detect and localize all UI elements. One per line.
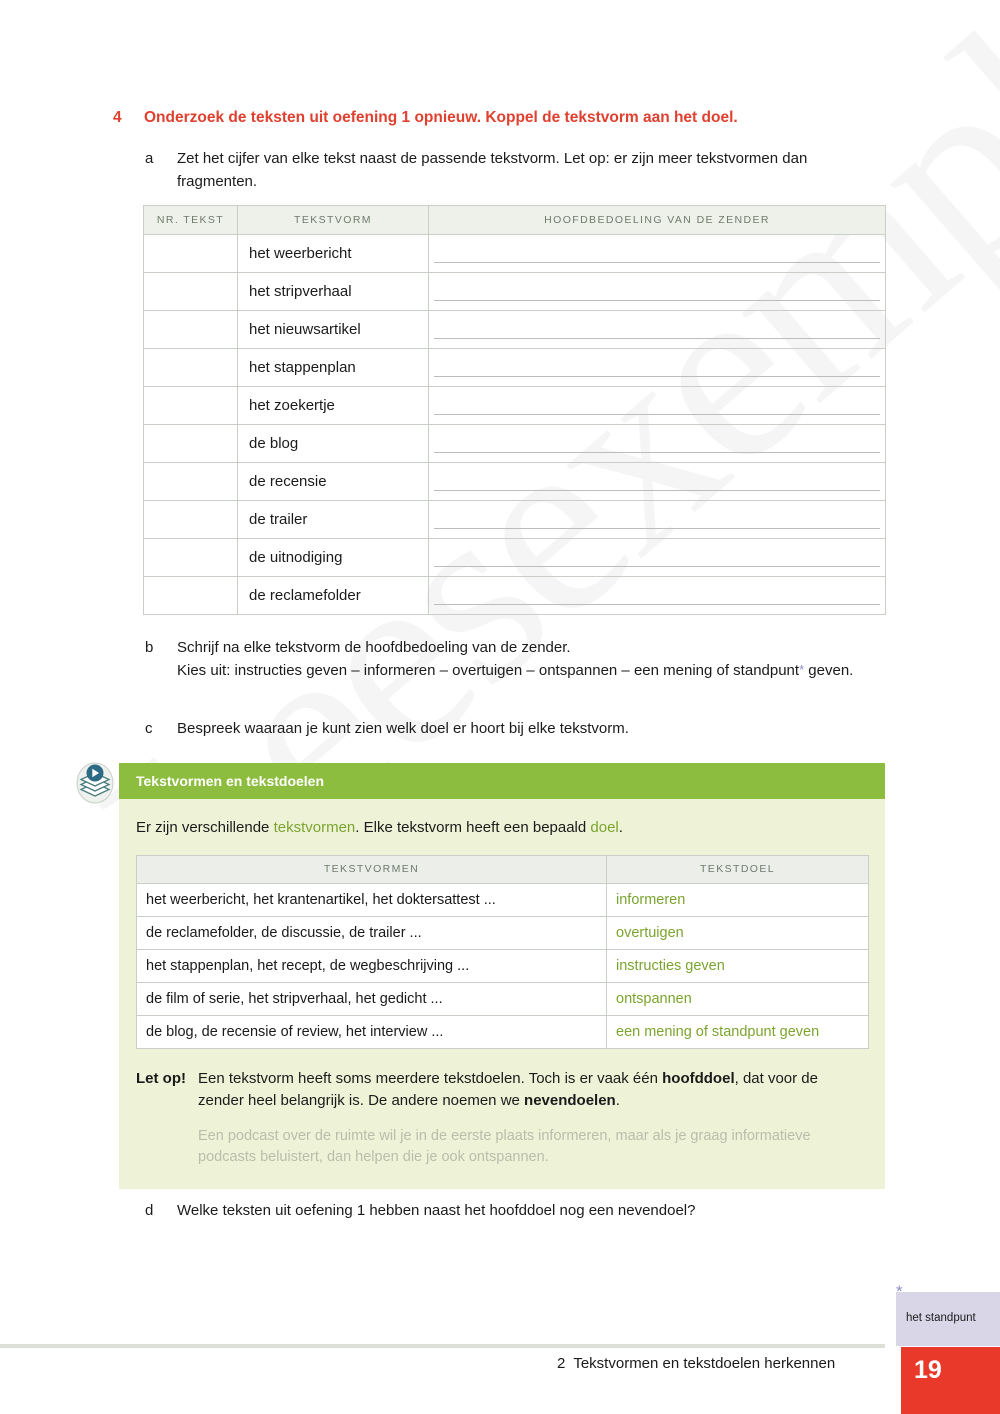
answer-rule xyxy=(434,300,880,301)
tekstdoel-cell: overtuigen xyxy=(607,916,869,949)
tekstvorm-cell: de reclamefolder xyxy=(238,577,429,615)
column-header-tekstvorm: TEKSTVORM xyxy=(238,206,429,235)
nr-input-cell[interactable] xyxy=(144,577,238,615)
inner-header-row xyxy=(137,855,869,883)
answer-rule xyxy=(434,490,880,491)
tekstvorm-cell: het weerbericht xyxy=(238,235,429,273)
info-box xyxy=(119,763,885,1189)
intro-part-3: . xyxy=(618,819,623,836)
tekstvorm-cell: het stappenplan xyxy=(238,349,429,387)
table-row xyxy=(144,539,886,577)
column-header-hoofdbedoeling: HOOFDBEDOELING VAN DE ZENDER xyxy=(429,206,886,235)
tekstdoel-cell: ontspannen xyxy=(607,982,869,1015)
tekstvorm-answer-table xyxy=(143,205,886,615)
tekstdoel-cell: informeren xyxy=(607,883,869,916)
nr-input-cell[interactable] xyxy=(144,311,238,349)
table-row xyxy=(137,1015,869,1048)
intro-highlight-tekstvormen: tekstvormen xyxy=(273,819,356,836)
hoofdbedoeling-input-cell[interactable] xyxy=(429,349,886,387)
footnote-marker-icon: * xyxy=(799,661,805,677)
tekstvorm-cell: de uitnodiging xyxy=(238,539,429,577)
item-letter-c: c xyxy=(145,720,153,737)
nr-input-cell[interactable] xyxy=(144,349,238,387)
table-row xyxy=(144,349,886,387)
answer-rule xyxy=(434,452,880,453)
table-row xyxy=(144,387,886,425)
footer-chapter-label xyxy=(557,1355,835,1372)
item-letter-b: b xyxy=(145,639,154,656)
hoofdbedoeling-input-cell[interactable] xyxy=(429,463,886,501)
table-row xyxy=(144,311,886,349)
let-op-note xyxy=(136,1068,868,1170)
table-row xyxy=(137,982,869,1015)
table-row xyxy=(144,463,886,501)
tekstvormen-cell: het weerbericht, het krantenartikel, het doktersattest ... xyxy=(137,883,607,916)
answer-rule xyxy=(434,414,880,415)
footer-divider xyxy=(0,1344,885,1348)
tekstvorm-cell: het stripverhaal xyxy=(238,273,429,311)
item-text-c: Bespreek waaraan je kunt zien welk doel er hoort bij elke tekstvorm. xyxy=(177,720,629,737)
answer-rule xyxy=(434,528,880,529)
let-op-example: Een podcast over de ruimte wil je in de eerste plaats informeren, maar als je graag informatieve podcasts beluistert, dan helpen die je ook ontspannen. xyxy=(198,1127,811,1166)
item-text-d: Welke teksten uit oefening 1 hebben naast het hoofddoel nog een nevendoel? xyxy=(177,1202,696,1219)
item-letter-d: d xyxy=(145,1202,154,1219)
let-op-bold-hoofddoel: hoofddoel xyxy=(662,1069,735,1087)
item-letter-a: a xyxy=(145,150,154,167)
intro-highlight-doel: doel xyxy=(590,819,619,836)
exercise-heading xyxy=(113,108,913,129)
hoofdbedoeling-input-cell[interactable] xyxy=(429,577,886,615)
hoofdbedoeling-input-cell[interactable] xyxy=(429,311,886,349)
nr-input-cell[interactable] xyxy=(144,235,238,273)
info-box-body xyxy=(119,799,885,1189)
hoofdbedoeling-input-cell[interactable] xyxy=(429,501,886,539)
exercise-item-b xyxy=(145,637,890,683)
answer-rule xyxy=(434,262,880,263)
hoofdbedoeling-input-cell[interactable] xyxy=(429,273,886,311)
answer-rule xyxy=(434,604,880,605)
let-op-part-1: Een tekstvorm heeft soms meerdere tekstdoelen. Toch is er vaak één xyxy=(198,1069,663,1087)
table-row xyxy=(144,425,886,463)
table-row xyxy=(144,235,886,273)
inner-column-header-tekstdoel: TEKSTDOEL xyxy=(607,855,869,883)
table-row xyxy=(144,273,886,311)
tekstvorm-cell: het zoekertje xyxy=(238,387,429,425)
nr-input-cell[interactable] xyxy=(144,387,238,425)
tekstdoel-cell: een mening of standpunt geven xyxy=(607,1015,869,1048)
exercise-item-c xyxy=(145,718,890,741)
hoofdbedoeling-input-cell[interactable] xyxy=(429,539,886,577)
exercise-title: Onderzoek de teksten uit oefening 1 opnieuw. Koppel de tekstvorm aan het doel. xyxy=(144,109,738,126)
nr-input-cell[interactable] xyxy=(144,539,238,577)
layers-play-icon xyxy=(76,762,114,804)
tekstvorm-cell: het nieuwsartikel xyxy=(238,311,429,349)
footer-chapter-title: Tekstvormen en tekstdoelen herkennen xyxy=(573,1355,836,1372)
item-b-line2-post: geven. xyxy=(804,661,854,679)
item-text-b xyxy=(177,637,890,683)
footnote-box xyxy=(896,1292,1000,1346)
table-row xyxy=(144,577,886,615)
intro-part-1: Er zijn verschillende xyxy=(136,819,274,836)
tekstvormen-cell: de blog, de recensie of review, het interview ... xyxy=(137,1015,607,1048)
answer-rule xyxy=(434,338,880,339)
item-text-a: Zet het cijfer van elke tekst naast de passende tekstvorm. Let op: er zijn meer tekstvormen dan fragmenten. xyxy=(177,150,808,190)
tekstvormen-cell: de film of serie, het stripverhaal, het gedicht ... xyxy=(137,982,607,1015)
tekstvormen-cell: het stappenplan, het recept, de wegbeschrijving ... xyxy=(137,949,607,982)
exercise-item-d xyxy=(145,1200,890,1223)
let-op-bold-nevendoelen: nevendoelen xyxy=(524,1092,616,1109)
nr-input-cell[interactable] xyxy=(144,273,238,311)
exercise-item-a xyxy=(145,148,890,194)
nr-input-cell[interactable] xyxy=(144,425,238,463)
table-row xyxy=(144,501,886,539)
footer-chapter-number: 2 xyxy=(557,1355,566,1372)
let-op-part-3: . xyxy=(615,1092,620,1109)
let-op-label: Let op! xyxy=(136,1069,186,1087)
info-box-header: Tekstvormen en tekstdoelen xyxy=(119,763,885,799)
exercise-number: 4 xyxy=(113,109,122,126)
inner-column-header-tekstvormen: TEKSTVORMEN xyxy=(137,855,607,883)
tekstvormen-cell: de reclamefolder, de discussie, de trailer ... xyxy=(137,916,607,949)
hoofdbedoeling-input-cell[interactable] xyxy=(429,425,886,463)
item-b-line1: Schrijf na elke tekstvorm de hoofdbedoeling van de zender. xyxy=(177,639,571,656)
hoofdbedoeling-input-cell[interactable] xyxy=(429,235,886,273)
footnote-term: het standpunt xyxy=(906,1312,976,1324)
tekstdoel-reference-table xyxy=(136,855,869,1049)
nr-input-cell[interactable] xyxy=(144,463,238,501)
tekstvorm-cell: de trailer xyxy=(238,501,429,539)
hoofdbedoeling-input-cell[interactable] xyxy=(429,387,886,425)
info-box-intro xyxy=(136,817,868,840)
tekstdoel-cell: instructies geven xyxy=(607,949,869,982)
item-b-line2: Kies uit: instructies geven – informeren – overtuigen – ontspannen – een mening of standpunt xyxy=(177,661,800,679)
column-header-nr: NR. TEKST xyxy=(144,206,238,235)
table-header-row xyxy=(144,206,886,235)
table-row xyxy=(137,883,869,916)
intro-part-2: . Elke tekstvorm heeft een bepaald xyxy=(355,819,591,836)
tekstvorm-cell: de blog xyxy=(238,425,429,463)
let-op-part-2: , dat voor de zender heel belangrijk is. De andere noemen we xyxy=(198,1069,818,1109)
table-row xyxy=(137,916,869,949)
nr-input-cell[interactable] xyxy=(144,501,238,539)
answer-rule xyxy=(434,566,880,567)
tekstvorm-cell: de recensie xyxy=(238,463,429,501)
answer-rule xyxy=(434,376,880,377)
table-row xyxy=(137,949,869,982)
page-number: 19 xyxy=(901,1347,1000,1414)
